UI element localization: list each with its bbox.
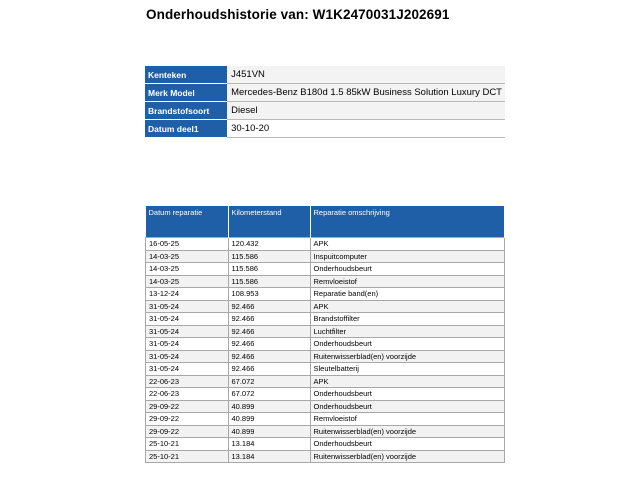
repair-date-cell: 14-03-25 [146, 275, 229, 288]
mileage-cell: 115.586 [228, 263, 310, 276]
repair-description-cell: Reparatie band(en) [310, 288, 505, 301]
table-row [146, 313, 505, 326]
repair-description-cell: Ruitenwisserblad(en) voorzijde [310, 425, 505, 438]
repair-date-cell: 29-09-22 [146, 400, 229, 413]
repair-description-cell: Luchtfilter [310, 325, 505, 338]
table-row [146, 400, 505, 413]
table-row [146, 238, 505, 251]
repair-date-cell: 14-03-25 [146, 250, 229, 263]
history-body [146, 238, 505, 463]
table-row [146, 250, 505, 263]
mileage-cell: 115.586 [228, 250, 310, 263]
mileage-cell: 92.466 [228, 350, 310, 363]
repair-description-cell: Onderhoudsbeurt [310, 338, 505, 351]
repair-date-cell: 25-10-21 [146, 438, 229, 451]
mileage-cell: 92.466 [228, 313, 310, 326]
repair-description-cell: Onderhoudsbeurt [310, 263, 505, 276]
info-row [145, 120, 505, 138]
repair-description-cell: APK [310, 238, 505, 251]
table-row [146, 263, 505, 276]
repair-date-cell: 31-05-24 [146, 350, 229, 363]
maintenance-history-table [145, 206, 505, 463]
repair-description-cell: Remvloeistof [310, 275, 505, 288]
info-value: Diesel [227, 102, 505, 120]
repair-description-cell: APK [310, 300, 505, 313]
repair-date-cell: 16-05-25 [146, 238, 229, 251]
mileage-cell: 67.072 [228, 375, 310, 388]
mileage-cell: 40.899 [228, 425, 310, 438]
repair-date-cell: 31-05-24 [146, 363, 229, 376]
repair-description-cell: Onderhoudsbeurt [310, 400, 505, 413]
info-row [145, 84, 505, 102]
header-repair-description: Reparatie omschrijving [310, 206, 505, 238]
repair-date-cell: 25-10-21 [146, 450, 229, 463]
vehicle-info-body [145, 66, 505, 138]
repair-description-cell: Ruitenwisserblad(en) voorzijde [310, 450, 505, 463]
mileage-cell: 40.899 [228, 400, 310, 413]
table-row [146, 438, 505, 451]
mileage-cell: 92.466 [228, 338, 310, 351]
repair-date-cell: 13-12-24 [146, 288, 229, 301]
repair-date-cell: 31-05-24 [146, 338, 229, 351]
repair-description-cell: Inspuitcomputer [310, 250, 505, 263]
page-title: Onderhoudshistorie van: W1K2470031J202691 [146, 7, 450, 22]
info-label: Brandstofsoort [145, 102, 227, 120]
repair-date-cell: 29-09-22 [146, 425, 229, 438]
mileage-cell: 67.072 [228, 388, 310, 401]
repair-description-cell: Onderhoudsbeurt [310, 388, 505, 401]
table-row [146, 425, 505, 438]
repair-date-cell: 29-09-22 [146, 413, 229, 426]
table-row [146, 338, 505, 351]
info-row [145, 102, 505, 120]
table-row [146, 375, 505, 388]
repair-date-cell: 31-05-24 [146, 313, 229, 326]
mileage-cell: 92.466 [228, 325, 310, 338]
repair-description-cell: Remvloeistof [310, 413, 505, 426]
mileage-cell: 40.899 [228, 413, 310, 426]
table-row [146, 325, 505, 338]
header-repair-date: Datum reparatie [146, 206, 229, 238]
mileage-cell: 108.953 [228, 288, 310, 301]
table-row [146, 350, 505, 363]
mileage-cell: 92.466 [228, 300, 310, 313]
header-mileage: Kilometerstand [228, 206, 310, 238]
info-value: 30-10-20 [227, 120, 505, 138]
info-row [145, 66, 505, 84]
table-row [146, 413, 505, 426]
table-row [146, 388, 505, 401]
repair-description-cell: Ruitenwisserblad(en) voorzijde [310, 350, 505, 363]
info-label: Kenteken [145, 66, 227, 84]
info-value: Mercedes-Benz B180d 1.5 85kW Business Solution Luxury DCT [227, 84, 505, 102]
vehicle-info-table [145, 66, 505, 138]
repair-date-cell: 22-06-23 [146, 388, 229, 401]
info-value: J451VN [227, 66, 505, 84]
info-label: Datum deel1 [145, 120, 227, 138]
mileage-cell: 13.184 [228, 450, 310, 463]
mileage-cell: 115.586 [228, 275, 310, 288]
mileage-cell: 120.432 [228, 238, 310, 251]
repair-date-cell: 31-05-24 [146, 325, 229, 338]
table-row [146, 300, 505, 313]
table-row [146, 275, 505, 288]
table-row [146, 450, 505, 463]
repair-description-cell: APK [310, 375, 505, 388]
repair-description-cell: Onderhoudsbeurt [310, 438, 505, 451]
table-row [146, 363, 505, 376]
repair-description-cell: Brandstoffilter [310, 313, 505, 326]
table-row [146, 288, 505, 301]
repair-date-cell: 31-05-24 [146, 300, 229, 313]
mileage-cell: 13.184 [228, 438, 310, 451]
info-label: Merk Model [145, 84, 227, 102]
repair-description-cell: Sleutelbatterij [310, 363, 505, 376]
mileage-cell: 92.466 [228, 363, 310, 376]
repair-date-cell: 22-06-23 [146, 375, 229, 388]
history-header-row [146, 206, 505, 238]
repair-date-cell: 14-03-25 [146, 263, 229, 276]
